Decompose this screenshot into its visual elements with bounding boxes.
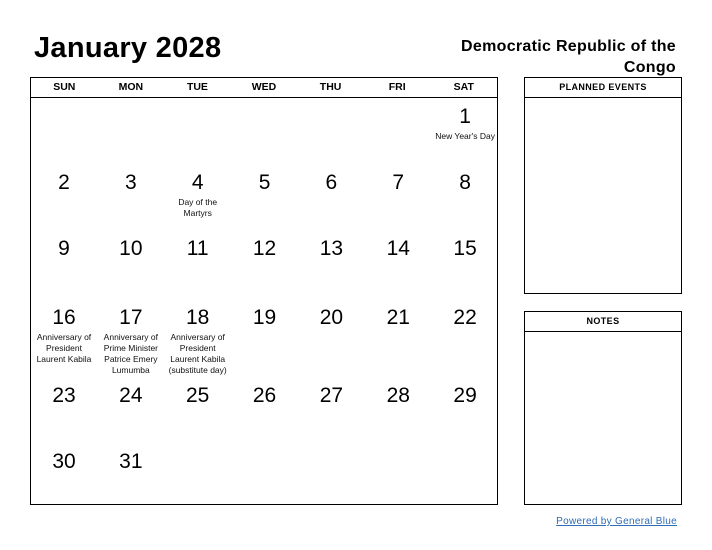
holiday-label: Anniversary of President Laurent Kabila [36, 332, 92, 364]
day-cell [365, 306, 431, 330]
day-number: 5 [258, 171, 271, 194]
day-cell [31, 171, 97, 195]
holiday-label: Day of the Martyrs [178, 197, 218, 218]
day-cell [232, 171, 298, 195]
day-number: 23 [52, 384, 76, 407]
day-cell [365, 237, 431, 261]
day-cell [432, 306, 498, 330]
day-number: 25 [186, 384, 210, 407]
day-cell [98, 237, 164, 261]
day-cell [298, 171, 364, 195]
day-number: 3 [125, 171, 137, 194]
day-number: 22 [453, 306, 477, 329]
holiday-label: New Year's Day [435, 131, 495, 141]
day-cell [165, 306, 231, 376]
day-cell [98, 171, 164, 195]
day-number: 21 [386, 306, 410, 329]
day-cell [232, 237, 298, 261]
day-cell [31, 384, 97, 408]
day-number: 16 [52, 306, 76, 329]
page-title: January 2028 [34, 32, 222, 64]
day-number: 10 [119, 237, 143, 260]
day-cell [365, 384, 431, 408]
weekday-fri: FRI [388, 81, 406, 93]
day-number: 14 [386, 237, 410, 260]
day-number: 28 [386, 384, 410, 407]
day-cell [232, 384, 298, 408]
day-cell [98, 306, 164, 376]
weekday-thu: THU [319, 81, 342, 93]
calendar-grid [30, 77, 498, 505]
day-number: 20 [319, 306, 344, 329]
day-number: 1 [459, 105, 471, 128]
holiday-label: Anniversary of Prime Minister Patrice Emery Lumumba [103, 332, 159, 375]
day-number: 11 [186, 237, 209, 260]
country-name: Democratic Republic of the Congo [461, 38, 676, 76]
day-cell [432, 105, 498, 142]
weekday-sun: SUN [53, 81, 76, 93]
day-cell [31, 450, 97, 474]
planned-events-panel [524, 77, 682, 294]
day-cell [432, 384, 498, 408]
day-number: 8 [459, 171, 471, 194]
day-cell [232, 306, 298, 330]
weekday-sat: SAT [453, 81, 474, 93]
weekday-tue: TUE [186, 81, 208, 93]
day-cell [31, 237, 97, 261]
holiday-label: Anniversary of President Laurent Kabila (substitute day) [168, 332, 227, 375]
day-number: 15 [453, 237, 477, 260]
day-number: 4 [191, 171, 204, 194]
day-number: 18 [186, 306, 210, 329]
notes-panel [524, 311, 682, 505]
day-number: 27 [319, 384, 344, 407]
day-cell [98, 450, 164, 474]
day-number: 13 [319, 237, 344, 260]
day-cell [298, 306, 364, 330]
day-number: 17 [119, 306, 143, 329]
day-number: 6 [325, 171, 338, 194]
day-cell [432, 171, 498, 195]
weekday-wed: WED [251, 81, 277, 93]
day-cell [31, 306, 97, 365]
weekday-header [31, 78, 497, 98]
day-number: 9 [58, 237, 70, 260]
day-number: 19 [252, 306, 277, 329]
day-number: 2 [58, 171, 70, 194]
powered-by-link[interactable]: Powered by General Blue [556, 516, 677, 527]
day-cell [165, 384, 231, 408]
day-number: 12 [252, 237, 277, 260]
day-cell [298, 384, 364, 408]
day-number: 26 [252, 384, 277, 407]
weekday-mon: MON [118, 81, 144, 93]
day-number: 29 [453, 384, 477, 407]
day-cell [365, 171, 431, 195]
notes-heading: NOTES [525, 312, 681, 332]
day-number: 7 [392, 171, 405, 194]
day-number: 31 [119, 450, 143, 473]
day-number: 24 [119, 384, 143, 407]
day-cell [165, 171, 231, 219]
day-cell [165, 237, 231, 261]
day-cell [98, 384, 164, 408]
planned-events-heading: PLANNED EVENTS [525, 78, 681, 98]
day-number: 30 [52, 450, 76, 473]
day-cell [298, 237, 364, 261]
day-cell [432, 237, 498, 261]
